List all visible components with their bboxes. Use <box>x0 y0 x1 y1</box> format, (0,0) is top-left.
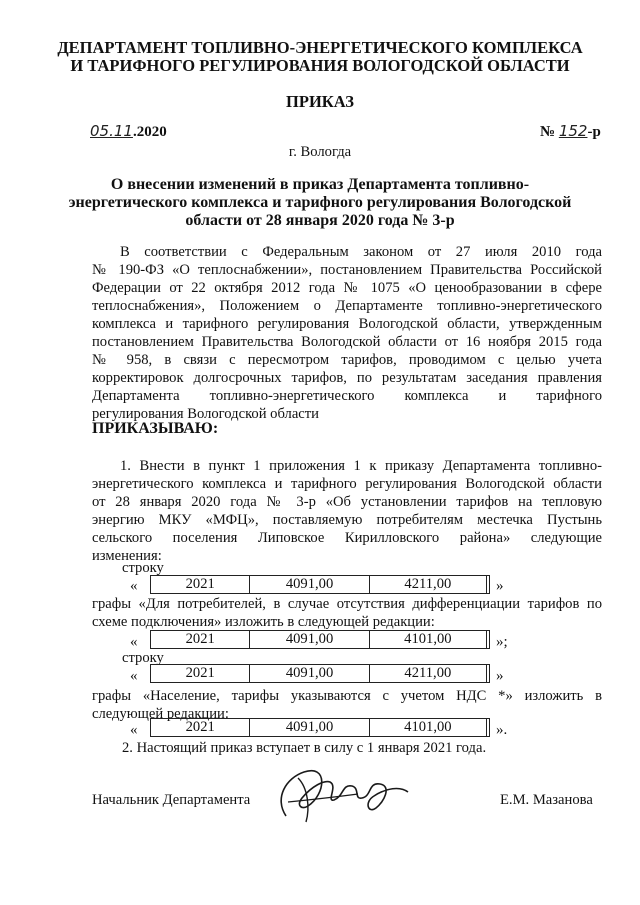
signature-image <box>268 758 418 828</box>
city: г. Вологда <box>288 144 352 160</box>
item1-line: изменения: <box>92 548 162 564</box>
open-quote: « <box>130 634 138 650</box>
close-quote: » <box>496 578 504 594</box>
open-quote: « <box>130 578 138 594</box>
tariff-value-1: 4091,00 <box>250 719 369 736</box>
number-prefix: № <box>540 124 556 140</box>
doc-type: ПРИКАЗ <box>286 92 354 111</box>
date-year: .2020 <box>132 124 167 140</box>
tariff-empty <box>487 631 489 648</box>
close-quote-dot: ». <box>496 722 508 738</box>
grafa1-line: графы «Для потребителей, в случае отсутствия дифференциации тарифов по <box>92 596 602 612</box>
preamble-line: теплоснабжения», Положением о Департаменте топливно-энергетического <box>92 298 602 314</box>
preamble-line: постановлением Правительства Вологодской области от 16 ноября 2015 года <box>92 334 602 350</box>
preamble-line: Департамента топливно-энергетического комплекса и тарифного <box>92 388 602 404</box>
tariff-value-1: 4091,00 <box>250 576 369 593</box>
tariff-value-1: 4091,00 <box>250 631 369 648</box>
tariff-year: 2021 <box>151 665 250 682</box>
tariff-row <box>150 575 490 594</box>
tariff-year: 2021 <box>151 719 250 736</box>
number-handwritten: 152 <box>558 122 588 140</box>
item1-line: энергию МКУ «МФЦ», поставляемую потребителям местечка Пустынь <box>92 512 602 528</box>
grafa2-line: следующей редакции: <box>92 706 229 722</box>
tariff-year: 2021 <box>151 576 250 593</box>
tariff-value-2: 4211,00 <box>370 576 487 593</box>
subject-line2: энергетического комплекса и тарифного регулирования Вологодской <box>68 194 572 211</box>
signatory-name: Е.М. Мазанова <box>500 792 593 808</box>
order-date <box>90 122 167 141</box>
item2-line: 2. Настоящий приказ вступает в силу с 1 января 2021 года. <box>122 740 487 756</box>
preamble-line: корректировок долгосрочных тарифов, по результатам заседания правления <box>92 370 602 386</box>
tariff-empty <box>487 576 489 593</box>
tariff-empty <box>487 665 489 682</box>
close-quote: » <box>496 668 504 684</box>
number-suffix: -р <box>587 124 601 140</box>
item1-line: сельского поселения Липовское Кирилловского района» следующие <box>92 530 602 546</box>
order-number <box>540 122 601 141</box>
subject-line3: области от 28 января 2020 года № 3-р <box>185 212 455 229</box>
item1-line: от 28 января 2020 года № 3-р «Об установлении тарифов на тепловую <box>92 494 602 510</box>
tariff-row <box>150 630 490 649</box>
item1-line: энергетического комплекса и тарифного регулирования Вологодской области <box>92 476 602 492</box>
tariff-row <box>150 718 490 737</box>
date-handwritten: 05.11 <box>90 122 133 140</box>
order-word: ПРИКАЗЫВАЮ: <box>92 420 219 437</box>
grafa1-line: схеме подключения» изложить в следующей редакции: <box>92 614 435 630</box>
signatory-position: Начальник Департамента <box>92 792 251 808</box>
grafa2-line: графы «Население, тарифы указываются с учетом НДС *» изложить в <box>92 688 602 704</box>
tariff-value-2: 4211,00 <box>370 665 487 682</box>
preamble-line: № 190-ФЗ «О теплоснабжении», постановлением Правительства Российской <box>92 262 602 278</box>
preamble-line: регулирования Вологодской области <box>92 406 319 422</box>
preamble-line: комплекса и тарифного регулирования Вологодской области, утвержденным <box>92 316 602 332</box>
stroku-label: строку <box>122 650 164 666</box>
subject-line1: О внесении изменений в приказ Департамента топливно- <box>110 176 530 193</box>
open-quote: « <box>130 668 138 684</box>
close-quote-semicolon: »; <box>496 634 508 650</box>
open-quote: « <box>130 722 138 738</box>
tariff-year: 2021 <box>151 631 250 648</box>
department-header-line1: ДЕПАРТАМЕНТ ТОПЛИВНО-ЭНЕРГЕТИЧЕСКОГО КОМПЛЕКСА <box>57 38 583 57</box>
tariff-value-2: 4101,00 <box>370 719 487 736</box>
item1-line: 1. Внести в пункт 1 приложения 1 к приказу Департамента топливно- <box>120 458 602 474</box>
preamble-line: Федерации от 22 октября 2012 года № 1075 «О ценообразовании в сфере <box>92 280 602 296</box>
tariff-value-2: 4101,00 <box>370 631 487 648</box>
tariff-empty <box>487 719 489 736</box>
preamble-line: В соответствии с Федеральным законом от 27 июля 2010 года <box>120 244 602 260</box>
department-header-line2: И ТАРИФНОГО РЕГУЛИРОВАНИЯ ВОЛОГОДСКОЙ ОБЛАСТИ <box>70 56 570 75</box>
stroku-label: строку <box>122 560 164 576</box>
tariff-row <box>150 664 490 683</box>
preamble-line: № 958, в связи с пересмотром тарифов, проводимом с целью учета <box>92 352 602 368</box>
tariff-value-1: 4091,00 <box>250 665 369 682</box>
